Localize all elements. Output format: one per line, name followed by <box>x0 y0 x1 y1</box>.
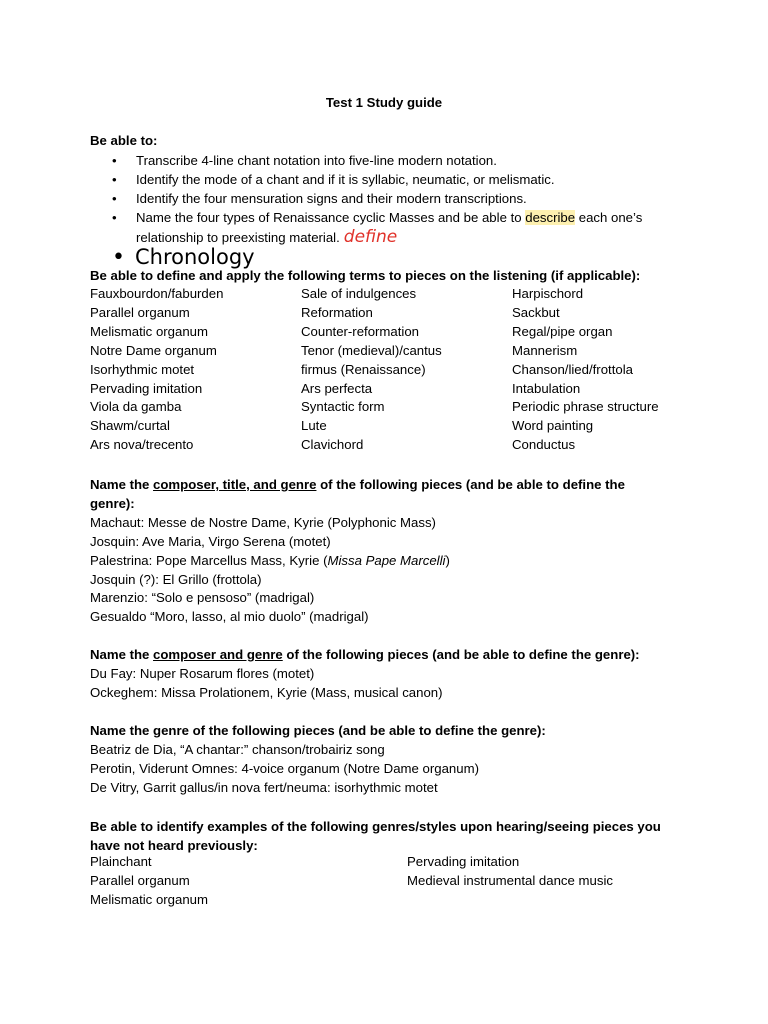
page-title: Test 1 Study guide <box>325 95 443 110</box>
heading-text: Name the <box>90 477 154 492</box>
section-composer-genre <box>90 646 710 703</box>
list-item-text: relationship to preexisting material. <box>136 229 340 245</box>
term: firmus (Renaissance) <box>301 361 426 377</box>
handwritten-annotation: define <box>343 226 398 247</box>
term: Reformation <box>301 304 373 320</box>
heading-text: genre): <box>90 495 135 511</box>
term: Syntactic form <box>301 399 385 415</box>
term: Fauxbourdon/faburden <box>90 286 224 301</box>
terms-heading: Be able to define and apply the following terms to pieces on the listening (if applicable): <box>90 268 641 283</box>
heading-text: of the following pieces (and be able to define the <box>316 477 625 492</box>
bullet-icon: • <box>112 153 117 168</box>
piece-line: Josquin: Ave Maria, Virgo Serena (motet) <box>90 533 331 549</box>
piece-line: Beatriz de Dia, “A chantar:” chanson/trobairiz song <box>90 741 385 757</box>
list-item-text: each one’s <box>575 209 643 225</box>
term: Intabulation <box>512 380 581 396</box>
term: Shawm/curtal <box>90 418 170 434</box>
term: Pervading imitation <box>90 380 203 396</box>
term: Chanson/lied/frottola <box>512 361 633 377</box>
terms-column-3 <box>512 285 659 455</box>
term: Notre Dame organum <box>90 342 217 358</box>
piece-line: Du Fay: Nuper Rosarum flores (motet) <box>90 665 315 681</box>
list-item <box>90 152 690 171</box>
section-heading: Name the genre of the following pieces (and be able to define the genre): <box>90 723 546 738</box>
genre-item: Medieval instrumental dance music <box>407 872 613 888</box>
heading-underlined: composer and genre <box>153 647 283 662</box>
identify-column-left <box>90 853 208 910</box>
piece-line: Marenzio: “Solo e pensoso” (madrigal) <box>90 590 315 606</box>
list-item-text: Transcribe 4-line chant notation into five-line modern notation. <box>136 153 497 168</box>
heading-text: Name the <box>90 647 154 662</box>
list-item-text: Name the four types of Renaissance cyclic Masses and be able to <box>136 209 526 225</box>
section-composer-title-genre <box>90 476 690 627</box>
section-identify-heading <box>90 818 710 856</box>
list-item <box>90 171 690 190</box>
genre-item: Melismatic organum <box>90 891 208 907</box>
heading-underlined: composer, title, and genre <box>153 477 317 492</box>
terms-column-1 <box>90 285 223 455</box>
term: Harpischord <box>512 286 584 301</box>
genre-item: Pervading imitation <box>407 854 520 869</box>
highlighted-word: describe <box>525 209 576 225</box>
term: Periodic phrase structure <box>512 399 659 415</box>
term: Isorhythmic motet <box>90 361 195 377</box>
term: Ars nova/trecento <box>90 437 194 453</box>
heading-text: of the following pieces (and be able to define the genre): <box>282 647 640 662</box>
piece-italic: Missa Pape Marcelli <box>327 552 446 568</box>
genre-item: Parallel organum <box>90 872 190 888</box>
term: Sale of indulgences <box>301 286 417 301</box>
piece-text: Palestrina: Pope Marcellus Mass, Kyrie ( <box>90 552 328 568</box>
piece-line: Ockeghem: Missa Prolationem, Kyrie (Mass, musical canon) <box>90 684 443 700</box>
bullet-icon: • <box>112 171 117 187</box>
heading-text: Be able to identify examples of the following genres/styles upon hearing/seeing pieces you <box>90 819 661 834</box>
piece-text: ) <box>445 552 450 568</box>
piece-line: Machaut: Messe de Nostre Dame, Kyrie (Polyphonic Mass) <box>90 514 436 530</box>
identify-column-right <box>407 853 613 891</box>
bullet-icon: • <box>112 209 117 225</box>
list-item <box>90 209 690 248</box>
section-heading <box>90 646 710 665</box>
be-able-to-heading: Be able to: <box>90 133 158 148</box>
term: Counter-reformation <box>301 323 420 339</box>
term: Clavichord <box>301 437 364 453</box>
piece-line <box>90 552 690 571</box>
piece-line: Josquin (?): El Grillo (frottola) <box>90 571 262 587</box>
genre-item: Plainchant <box>90 854 152 869</box>
terms-column-2 <box>301 285 442 455</box>
term: Ars perfecta <box>301 380 373 396</box>
section-heading <box>90 476 690 514</box>
section-genre <box>90 722 710 798</box>
term: Tenor (medieval)/cantus <box>301 342 442 358</box>
handwritten-annotation: Chronology <box>134 245 255 269</box>
bullet-icon: • <box>112 190 117 206</box>
term: Melismatic organum <box>90 323 208 339</box>
piece-line: De Vitry, Garrit gallus/in nova fert/neuma: isorhythmic motet <box>90 779 438 795</box>
heading-text: have not heard previously: <box>90 837 258 853</box>
list-item-text: Identify the mode of a chant and if it is syllabic, neumatic, or melismatic. <box>136 171 555 187</box>
list-item <box>90 190 690 209</box>
term: Viola da gamba <box>90 399 182 415</box>
term: Mannerism <box>512 342 578 358</box>
piece-line: Perotin, Viderunt Omnes: 4-voice organum (Notre Dame organum) <box>90 760 479 776</box>
term: Sackbut <box>512 304 560 320</box>
piece-line: Gesualdo “Moro, lasso, al mio duolo” (madrigal) <box>90 609 369 625</box>
term: Word painting <box>512 418 594 434</box>
term: Lute <box>301 418 327 434</box>
be-able-to-list <box>90 152 690 248</box>
term: Conductus <box>512 437 576 453</box>
bullet-icon: • <box>112 245 125 270</box>
term: Regal/pipe organ <box>512 323 613 339</box>
term: Parallel organum <box>90 304 190 320</box>
list-item-text: Identify the four mensuration signs and their modern transcriptions. <box>136 190 527 206</box>
